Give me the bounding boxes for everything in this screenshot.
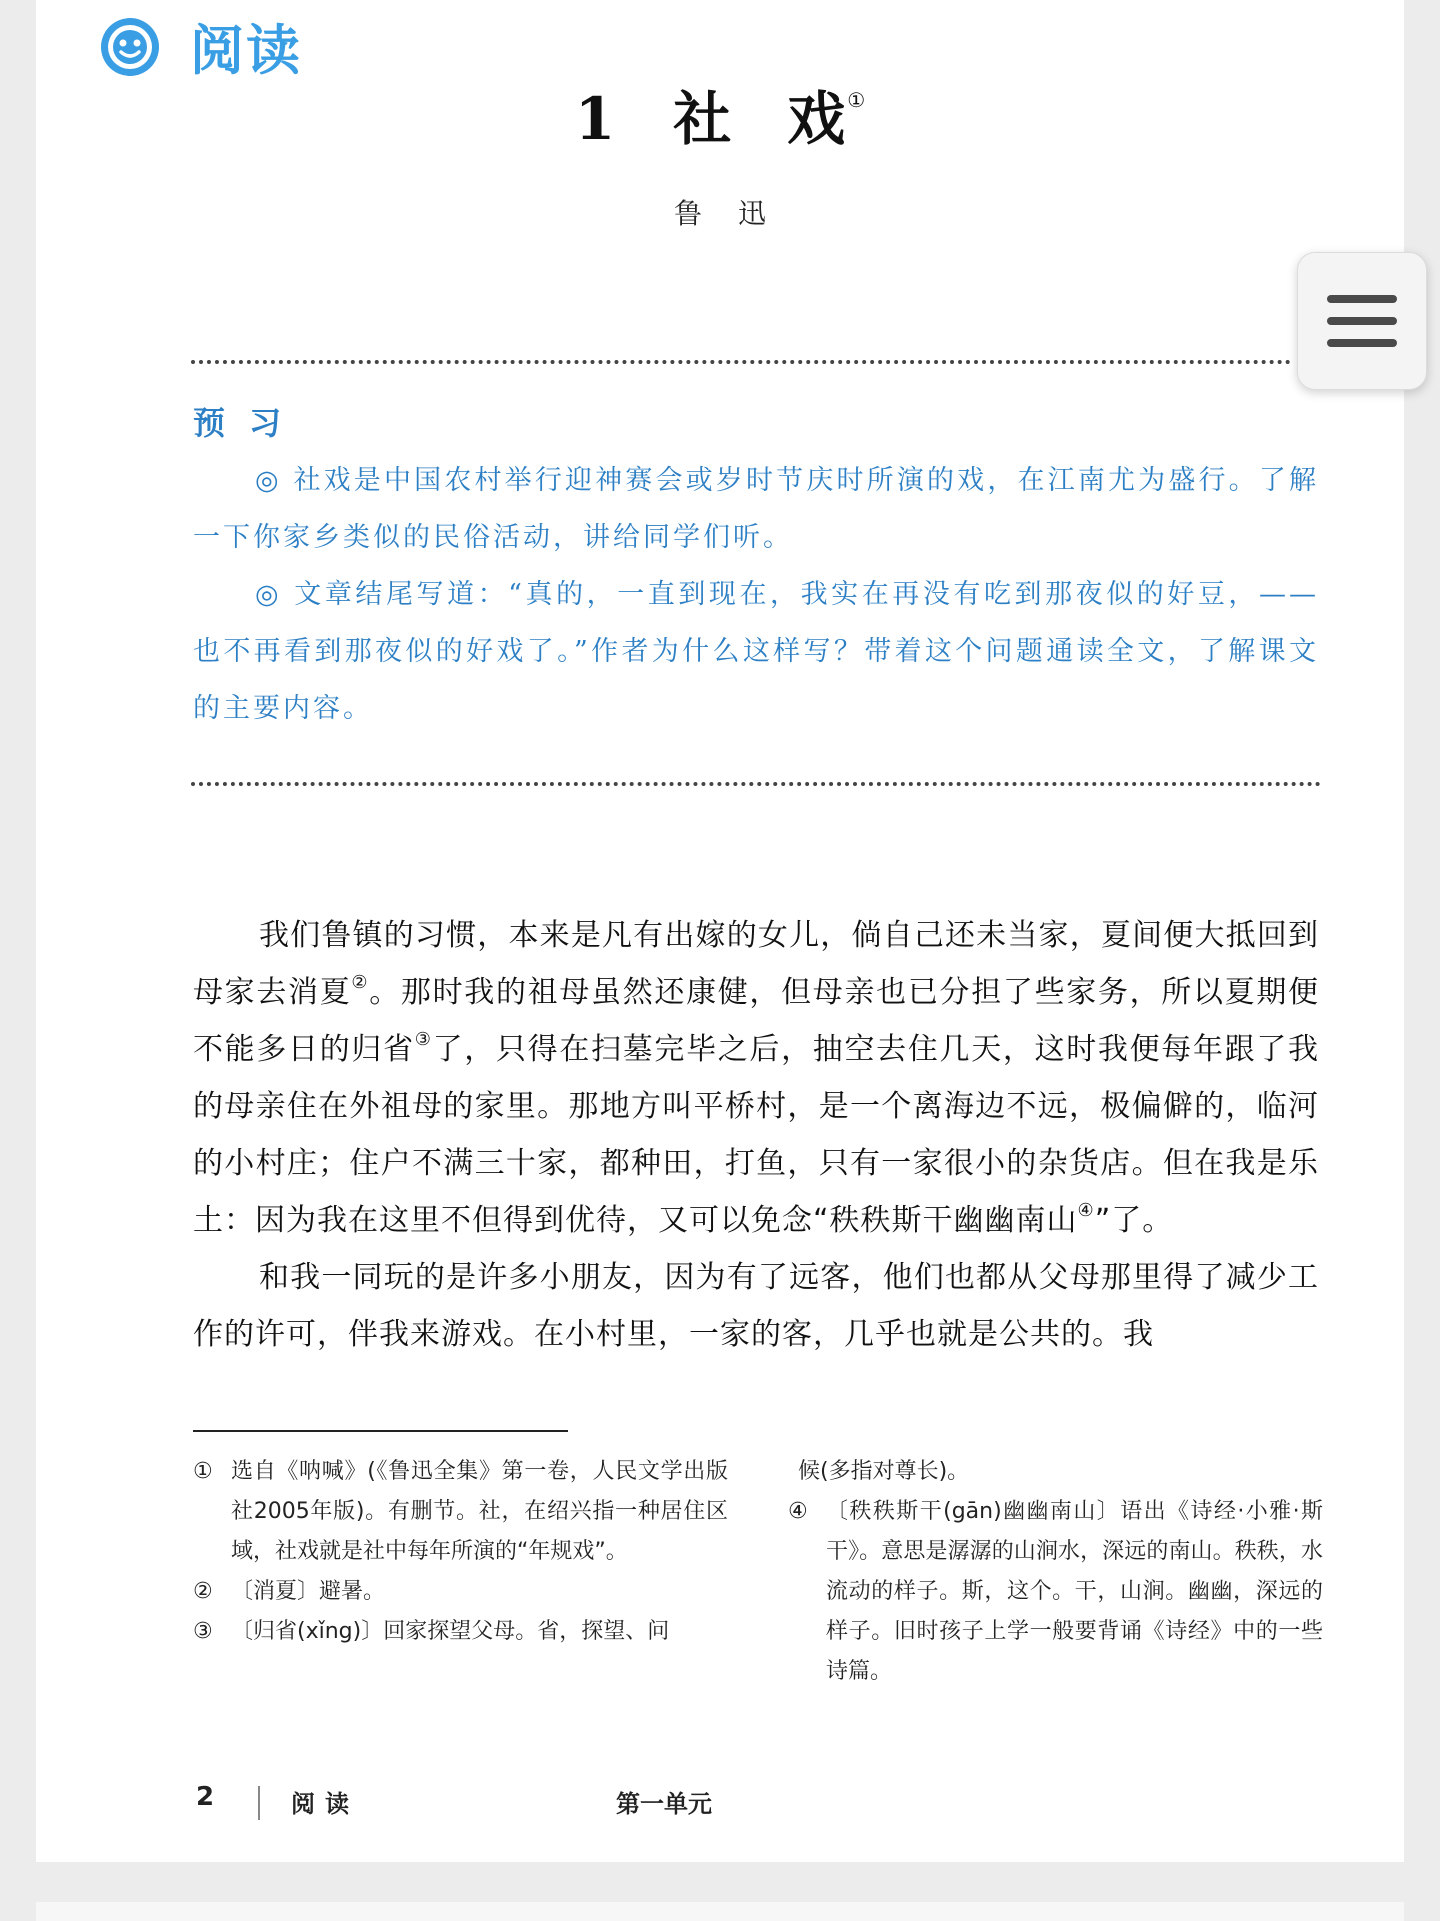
next-page-edge	[36, 1902, 1404, 1921]
footnote-3	[193, 1612, 728, 1652]
footnote-mark: ③	[193, 1619, 213, 1644]
lesson-title	[36, 72, 1404, 156]
body-text-segment: 。那时我的祖母虽然还康健，但母亲也已分担了些家务，所以夏期便不能多日的归省	[193, 975, 1320, 1067]
hamburger-menu-icon-bar	[1327, 339, 1397, 347]
preview-box	[193, 398, 1319, 737]
footer-unit: 第一单元	[616, 1790, 712, 1818]
author-name: 鲁迅	[673, 197, 802, 230]
footnotes	[193, 1452, 1323, 1692]
footnote-text: 〔消夏〕避暑。	[231, 1579, 386, 1604]
textbook-page	[36, 0, 1404, 1862]
footnote-ref-4[interactable]: ④	[1077, 1200, 1095, 1221]
hamburger-menu-icon-bar	[1327, 317, 1397, 325]
page-number: 2	[196, 1782, 215, 1812]
body-text-segment: ”了。	[1094, 1203, 1174, 1238]
preview-bottom-divider	[191, 782, 1321, 786]
lesson-title-char-2: 戏	[787, 85, 846, 153]
hamburger-menu-icon	[1327, 295, 1397, 303]
footnotes-left-column	[193, 1452, 728, 1692]
footnotes-right-column	[788, 1452, 1323, 1692]
hamburger-menu-button[interactable]	[1297, 252, 1427, 390]
footnote-text: 〔秩秩斯干(gān)幽幽南山〕语出《诗经·小雅·斯干》。意思是潺潺的山涧水，深远的南山。秩秩，水流动的样子。斯，这个。干，山涧。幽幽，深远的样子。旧时孩子上学一般要背诵《诗经》中的一些诗篇。	[826, 1499, 1323, 1684]
preview-top-divider	[191, 360, 1291, 364]
footnote-text: 选自《呐喊》(《鲁迅全集》第一卷，人民文学出版社2005年版)。有删节。社，在绍兴指一种居住区域，社戏就是社中每年所演的“年规戏”。	[231, 1459, 728, 1564]
footnote-mark: ②	[193, 1579, 213, 1604]
preview-paragraph: ◎ 社戏是中国农村举行迎神赛会或岁时节庆时所演的戏，在江南尤为盛行。了解一下你家乡类似的民俗活动，讲给同学们听。	[193, 465, 1319, 553]
footer-section: 阅读	[291, 1790, 359, 1818]
footnote-ref-3[interactable]: ③	[414, 1029, 433, 1050]
smiley-face-icon	[98, 15, 162, 79]
main-text	[193, 907, 1319, 1363]
footnote-text: 〔归省(xǐng)〕回家探望父母。省，探望、问	[231, 1619, 670, 1644]
body-text-segment: 了，只得在扫墓完毕之后，抽空去住几天，这时我便每年跟了我的母亲住在外祖母的家里。那地方叫平桥村，是一个离海边不远，极偏僻的，临河的小村庄；住户不满三十家，都种田，打鱼，只有一家很小的杂货店。但在我是乐土：因为我在这里不但得到优待，又可以免念“秩秩斯干幽幽南山	[193, 1032, 1320, 1238]
lesson-title-char-1: 社	[673, 85, 732, 153]
body-text-segment: 我们鲁镇的习惯，本来是凡有出嫁的女儿，倘自己还未当家，夏间便大抵回到母家去消夏	[193, 918, 1319, 1010]
footer-separator	[258, 1786, 260, 1820]
page-footer	[36, 1782, 1404, 1822]
footnote-4	[788, 1492, 1323, 1692]
section-label: 阅读	[190, 19, 302, 82]
title-footnote-marker[interactable]: ①	[847, 88, 866, 112]
footnote-ref-2[interactable]: ②	[351, 972, 370, 993]
footnote-mark: ①	[193, 1459, 213, 1484]
preview-paragraph: ◎ 文章结尾写道：“真的，一直到现在，我实在再没有吃到那夜似的好豆，——也不再看到那夜似的好戏了。”作者为什么这样写？带着这个问题通读全文，了解课文的主要内容。	[193, 579, 1319, 724]
preview-title: 预习	[193, 404, 306, 442]
footnote-divider	[193, 1430, 568, 1432]
footnote-2	[193, 1572, 728, 1612]
footnote-1	[193, 1452, 728, 1572]
body-paragraph: 和我一同玩的是许多小朋友，因为有了远客，他们也都从父母那里得了减少工作的许可，伴我来游戏。在小村里，一家的客，几乎也就是公共的。我	[193, 1260, 1319, 1352]
footnote-mark: ④	[788, 1499, 808, 1524]
lesson-number: 1	[574, 85, 616, 153]
footnote-3-continued: 候(多指对尊长)。	[798, 1459, 970, 1484]
body-paragraph	[193, 907, 1319, 1249]
